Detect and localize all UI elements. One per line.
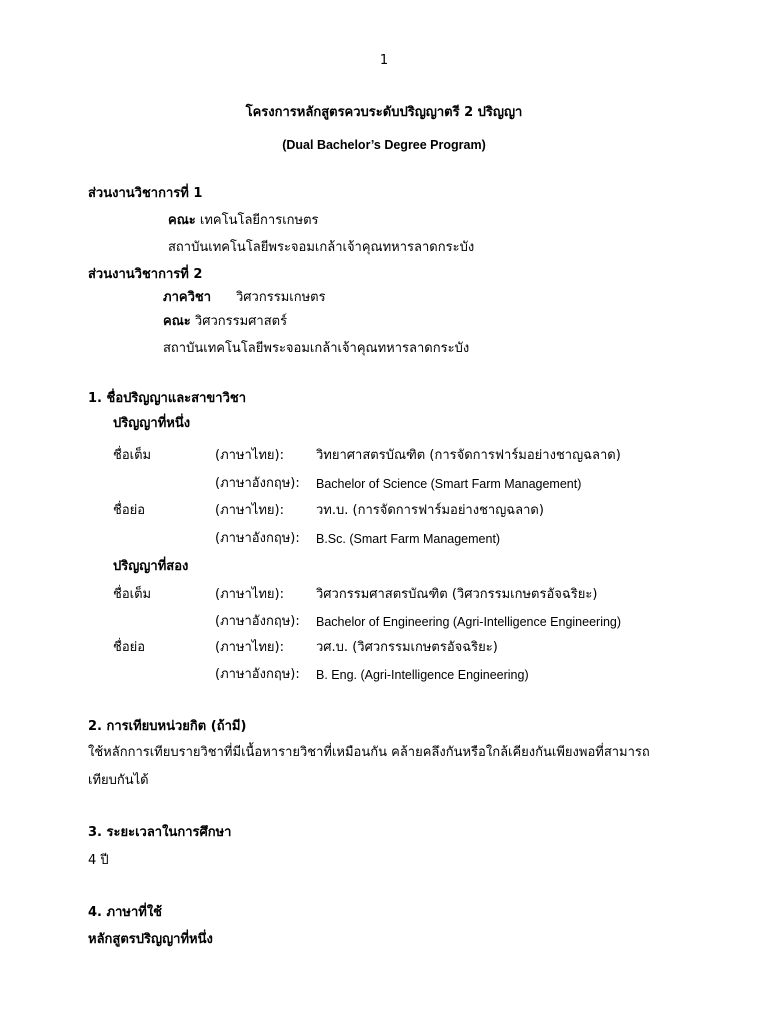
unit2-department-label: ภาควิชา [163, 290, 211, 305]
degree2-full-eng: Bachelor of Engineering (Agri-Intelligence Engineering) [316, 615, 622, 629]
degree2-heading: ปริญญาที่สอง [113, 559, 189, 574]
unit1-heading: ส่วนงานวิชาการที่ 1 [88, 186, 203, 201]
degree2-abbr-eng-label: (ภาษาอังกฤษ): [215, 667, 300, 682]
degree1-full-eng-label: (ภาษาอังกฤษ): [215, 476, 300, 491]
unit2-faculty-label: คณะ [163, 314, 191, 329]
degree1-full-thai-label: (ภาษาไทย): [215, 448, 284, 463]
degree2-full-thai-label: (ภาษาไทย): [215, 587, 284, 602]
degree1-heading: ปริญญาที่หนึ่ง [113, 416, 191, 431]
document-title: โครงการหลักสูตรควบระดับปริญญาตรี 2 ปริญญา [245, 105, 523, 120]
page-number: 1 [379, 53, 389, 68]
section2-heading: 2. การเทียบหน่วยกิต (ถ้ามี) [88, 719, 247, 734]
unit2-institute: สถาบันเทคโนโลยีพระจอมเกล้าเจ้าคุณทหารลาดกระบัง [163, 341, 470, 356]
degree2-full-label: ชื่อเต็ม [113, 587, 152, 602]
section3-heading: 3. ระยะเวลาในการศึกษา [88, 825, 232, 840]
unit2-faculty-line [163, 314, 287, 330]
section4-heading: 4. ภาษาที่ใช้ [88, 905, 162, 920]
degree1-abbr-thai-label: (ภาษาไทย): [215, 503, 284, 518]
degree2-abbr-thai: วศ.บ. (วิศวกรรมเกษตรอัจฉริยะ) [316, 640, 498, 655]
unit2-department: วิศวกรรมเกษตร [236, 290, 326, 305]
degree2-abbr-thai-label: (ภาษาไทย): [215, 640, 284, 655]
section1-heading: 1. ชื่อปริญญาและสาขาวิชา [88, 391, 246, 406]
degree1-abbr-eng: B.Sc. (Smart Farm Management) [316, 532, 501, 546]
degree2-abbr-eng: B. Eng. (Agri-Intelligence Engineering) [316, 668, 529, 682]
degree1-full-thai: วิทยาศาสตรบัณฑิต (การจัดการฟาร์มอย่างชาญฉลาด) [316, 448, 621, 463]
degree2-full-thai: วิศวกรรมศาสตรบัณฑิต (วิศวกรรมเกษตรอัจฉริยะ) [316, 587, 598, 602]
unit1-faculty-label: คณะ [168, 213, 196, 228]
section2-text-line2: เทียบกันได้ [88, 773, 149, 788]
degree2-full-eng-label: (ภาษาอังกฤษ): [215, 614, 300, 629]
degree1-abbr-thai: วท.บ. (การจัดการฟาร์มอย่างชาญฉลาด) [316, 503, 544, 518]
section2-text-line1: ใช้หลักการเทียบรายวิชาที่มีเนื้อหารายวิชาที่เหมือนกัน คล้ายคลึงกันหรือใกล้เคียงกันเพียงพอที่สามารถ [88, 745, 650, 760]
unit1-faculty: เทคโนโลยีการเกษตร [199, 213, 319, 228]
degree1-abbr-label: ชื่อย่อ [113, 503, 146, 518]
degree1-full-label: ชื่อเต็ม [113, 448, 152, 463]
unit1-faculty-line [168, 213, 319, 229]
section4-subheading: หลักสูตรปริญญาที่หนึ่ง [88, 932, 213, 947]
unit2-faculty: วิศวกรรมศาสตร์ [194, 314, 288, 329]
unit2-heading: ส่วนงานวิชาการที่ 2 [88, 267, 203, 282]
degree1-full-eng: Bachelor of Science (Smart Farm Management) [316, 477, 582, 491]
unit1-institute: สถาบันเทคโนโลยีพระจอมเกล้าเจ้าคุณทหารลาดกระบัง [168, 240, 475, 255]
document-subtitle: (Dual Bachelor’s Degree Program) [282, 138, 486, 152]
degree2-abbr-label: ชื่อย่อ [113, 640, 146, 655]
degree1-abbr-eng-label: (ภาษาอังกฤษ): [215, 531, 300, 546]
section3-duration: 4 ปี [88, 853, 109, 868]
